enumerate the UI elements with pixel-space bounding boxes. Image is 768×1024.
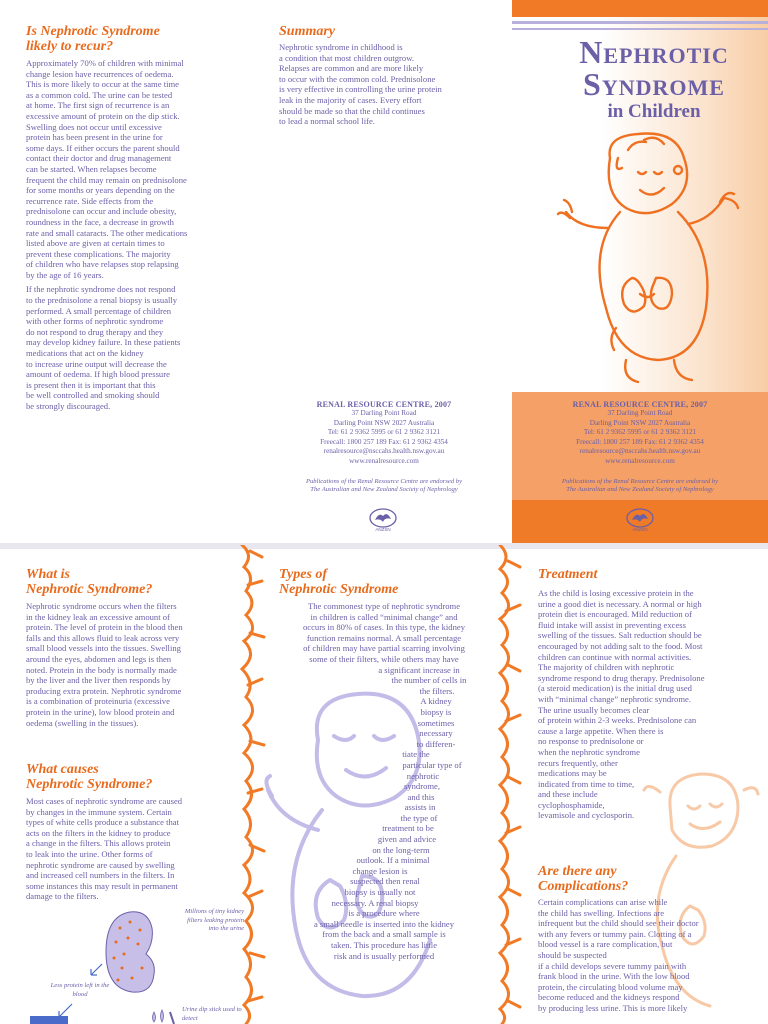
contact-block-middle [256,400,512,495]
recur-line: medications that act on the kidney [26,348,144,359]
complications-line: if a child develops severe tummy pain with [538,960,687,971]
types-line: a significant increase in [378,664,460,675]
types-line: necessary. A renal biopsy [331,897,419,908]
recur-heading-line2: likely to recur? [26,39,114,54]
recur-line: performed. A small percentage of children [26,305,172,316]
recur-line: prevent these complications. The majority [26,248,171,259]
complications-body [538,897,760,1014]
cover-title-line1: Nephrotic [579,34,729,70]
complications-line: Certain complications can arise while [538,897,668,907]
recur-line: amount of oedema. If high blood pressure [26,369,170,380]
types-line: the number of cells in [391,675,467,686]
recur-line: may develop kidney failure. In these patients [26,337,181,348]
causes-heading-line2: Nephrotic Syndrome? [26,777,153,792]
cover-contact-org: RENAL RESOURCE CENTRE, 2007 [572,400,708,409]
complications-line: blood vessel is a rare complication, but [538,939,673,950]
types-body [279,601,489,961]
treatment-line: recurs frequently, other [538,757,618,768]
caption-blood: Less protein left in the blood [50,982,110,998]
what-line: noted. Protein in the body is normally made [26,664,177,675]
complications-line: become reduced and the kidneys respond [538,992,680,1003]
complications-heading-line2: Complications? [538,879,629,894]
arrow-icon [88,962,104,978]
treatment-heading: Treatment [538,567,598,582]
recur-line: can be started. When relapses become [26,163,157,174]
causes-line: damage to the filters. [26,891,99,902]
recur-line: change lesion have recurrences of oedema. [26,68,174,79]
cover-endorse-line2: The Australian and New Zealand Society of Nephrology [566,486,714,494]
complications-line: frank blood in the urine. With the low blood [538,971,690,982]
what-line: protein in the urine), low blood protein and [26,706,175,717]
treatment-line: cause a large appetite. When there is [538,725,664,736]
treatment-line: The majority of children with nephrotic [538,662,675,673]
cover-title-line2: Syndrome [583,66,725,102]
what-heading-line2: Nephrotic Syndrome? [26,582,153,597]
cover-contact-line: renalresource@nsccahs.health.nsw.gov.au [579,447,701,456]
types-line: to differen- [416,738,456,749]
recur-line: protein has been present in the urine for [26,132,163,143]
what-body [26,601,252,728]
types-line: treatment to be [382,823,434,834]
recur-line: be strongly discouraged. [26,401,111,411]
page-divider [0,543,768,549]
summary-line: to lead a normal school life. [279,116,375,127]
complications-line: protein, the circulating blood volume may [538,981,683,992]
treatment-line: As the child is losing excessive protein in the [538,588,694,598]
types-line: biopsy is [420,706,452,717]
contact-line: Darling Point NSW 2027 Australia [333,418,435,427]
types-line: of children may have partial scarring involving [303,643,465,654]
types-line: The commonest type of nephrotic syndrome [307,601,461,611]
recur-line: to the prednisolone a renal biopsy is usually [26,295,178,306]
types-line: in children is called “minimal change” and [310,611,458,622]
types-line: necessary [419,728,453,739]
types-line: A kidney [420,696,452,707]
recur-line: excessive amount of protein on the dip stick. [26,110,180,121]
summary-body [279,42,504,127]
recur-line: rate and small cataracts. The other medications [26,227,188,238]
types-line: is a procedure where [348,908,420,919]
types-line: risk and is usually performed [333,950,435,961]
types-line: biopsy is usually not [344,887,416,898]
what-line: small blood vessels into the tissues. Swelling [26,643,181,654]
treatment-line: swelling of the tissues. Salt reduction should be [538,630,702,641]
anzsn-logo-middle [367,508,399,532]
anzsn-logo-cover [624,508,656,532]
contact-org: RENAL RESOURCE CENTRE, 2007 [316,400,452,409]
treatment-line: and these include [538,789,598,800]
causes-line: nephrotic syndrome are caused by swelling [26,859,175,870]
endorse-line1: Publications of the Renal Resource Centre are endorsed by [305,477,462,485]
causes-line: some instances this may result in permanent [26,880,178,891]
causes-line: by changes in the immune system. Certain [26,806,172,817]
types-line: taken. This procedure has little [330,940,438,950]
svg-text:ANZSN: ANZSN [632,527,648,532]
recur-line: Swelling does not occur until excessive [26,121,162,132]
causes-heading-line1: What causes [26,762,99,777]
recur-line: of children who have relapses stop relapsing [26,259,179,270]
summary-line: should be made so that the child continues [279,105,425,116]
cover-contact-lines [512,409,768,467]
summary-line: Relapses are common and are more likely [279,63,424,74]
svg-text:ANZSN: ANZSN [375,527,391,532]
types-line: sometimes [417,717,455,728]
types-line: syndrome, [403,781,441,792]
child-illustration-icon [548,128,748,390]
cover-contact-line: Freecall: 1800 257 189 Fax: 61 2 9362 4354 [576,437,704,446]
recur-body [26,58,258,412]
recur-line: frequent the child may remain on prednisolone [26,174,187,185]
complications-line: should be suspected [538,949,607,960]
what-heading [26,567,152,597]
complications-heading [538,864,628,894]
summary-line: is very effective in controlling the urine protein [279,84,442,95]
what-line: by the liver and the liver then responds by [26,675,171,686]
what-line: Nephrotic syndrome occurs when the filters [26,601,177,611]
types-line: and this [407,791,435,802]
causes-heading [26,762,152,792]
types-line: the type of [400,812,438,823]
treatment-line: levamisole and cyclosporin. [538,810,635,821]
complications-line: the child has swelling. Infections are [538,907,665,918]
complications-line: with any fevers or tummy pain. Clotting of a [538,928,692,939]
contact-line: Tel: 61 2 9362 5995 or 61 2 9362 3121 [327,428,441,437]
types-heading-line1: Types of [279,567,328,582]
cover-rule-1 [512,21,768,24]
contact-line: 37 Darling Point Road [351,409,417,417]
types-line: nephrotic [406,770,440,781]
cover-contact-line: 37 Darling Point Road [607,409,673,417]
treatment-line: children can continue with normal activities. [538,651,692,662]
what-line: protein. The level of protein in the blood then [26,622,183,633]
treatment-line: no response to prednisolone or [538,736,644,747]
recur-line: recurrence rate. Side effects from the [26,195,154,206]
treatment-body [538,588,758,821]
recur-line: some days. If either occurs the parent should [26,142,180,153]
summary-line: to occur with the common cold. Prednisolone [279,73,436,84]
contact-line: www.renalresource.com [349,456,419,465]
recur-heading-line1: Is Nephrotic Syndrome [26,24,160,39]
kidney-icon [100,908,178,996]
cover-subtitle: in Children [607,101,701,122]
types-line: on the long-term [372,844,430,855]
cover-title [540,36,768,100]
caption-filters: Millions of tiny kidney filters leaking protein into the urine [184,908,244,932]
recur-line: prednisolone can occur and include obesity, [26,206,177,217]
treatment-line: fluid intake will assist in preventing excess [538,619,686,630]
cover-rule-2 [512,28,768,30]
cover-endorse-line1: Publications of the Renal Resource Centre are endorsed by [561,477,718,485]
what-line: in the kidney leak an excessive amount of [26,611,170,622]
causes-line: and increased cell numbers in the filters. In [26,870,175,881]
treatment-line: indicated from time to time, [538,778,635,789]
causes-line: a change in the filters. This allows protein [26,838,171,849]
types-line: the filters. [419,685,455,696]
caption-dipstick: Urine dip stick used to detect [182,1006,242,1022]
types-line: assists in [404,802,436,813]
treatment-line: urine a good diet is necessary. A normal or high [538,598,702,609]
recur-line: If the nephrotic syndrome does not respond [26,284,176,295]
recur-line: with other forms of nephrotic syndrome [26,316,164,327]
recur-heading [26,24,256,54]
summary-line: Nephrotic syndrome in childhood is [279,42,403,52]
recur-line: listed above are given at certain times to [26,238,165,249]
causes-line: acts on the filters in the kidney to produce [26,827,171,838]
blood-bar [30,1016,68,1024]
recur-line: by the age of 16 years. [26,269,104,280]
treatment-line: when the nephrotic syndrome [538,746,640,757]
recur-line: be well controlled and smoking should [26,390,160,401]
endorse-line2: The Australian and New Zealand Society of Nephrology [310,486,458,494]
causes-line: to leak into the urine. Other forms of [26,848,153,859]
cover-contact-line: Darling Point NSW 2027 Australia [589,418,691,427]
types-line: from the back and a small sample is [322,929,446,940]
treatment-line: cyclophosphamide, [538,799,605,810]
cover-contact-line: Tel: 61 2 9362 5995 or 61 2 9362 3121 [583,428,697,437]
types-heading [279,567,398,597]
types-line: occurs in 80% of cases. In this type, the kidney [302,622,466,633]
summary-heading: Summary [279,24,336,39]
contact-lines [256,409,512,467]
types-line: suspected then renal [350,876,420,887]
treatment-line: medications may be [538,768,607,779]
contact-block-cover [512,400,768,495]
treatment-line: of protein within 2-3 weeks. Prednisolone can [538,715,697,726]
types-line: particular type of [402,759,462,770]
recur-line: to increase urine output will decrease the [26,358,167,369]
what-line: around the eyes, abdomen and legs is then [26,653,172,664]
types-line: a small needle is inserted into the kidney [313,918,455,929]
types-line: change lesion is [352,865,408,876]
recur-line: Approximately 70% of children with minimal [26,58,184,68]
what-line: producing extra protein. Nephrotic syndrome [26,685,182,696]
causes-line: types of white cells produce a substance that [26,817,179,828]
types-line: given and advice [377,834,437,845]
complications-heading-line1: Are there any [538,864,617,879]
contact-line: Freecall: 1800 257 189 Fax: 61 2 9362 4354 [320,437,448,446]
what-line: is a combination of proteinuria (excessive [26,696,170,707]
types-heading-line2: Nephrotic Syndrome [279,582,399,597]
recur-line: at home. The first sign of recurrence is an [26,100,170,111]
types-line: outlook. If a minimal [356,855,430,866]
treatment-line: protein diet is encouraged. Mild reduction of [538,609,692,620]
recur-line: roundness in the face, a decrease in growth [26,216,174,227]
treatment-line: The urine usually becomes clear [538,704,650,715]
dipstick-icon [150,1004,176,1024]
cover-top-band [512,0,768,17]
treatment-line: encouraged by not adding salt to the food. Most [538,640,703,651]
recur-line: for some months or years depending on the [26,185,175,196]
what-line: falls and this allows fluid to leak across very [26,632,180,643]
causes-body [26,796,252,902]
recur-line: This is more likely to occur at the same time [26,79,179,90]
summary-line: a condition that most children outgrow. [279,52,415,63]
what-line: oedema (swelling in the tissues). [26,717,139,728]
causes-line: Most cases of nephrotic syndrome are caused [26,796,183,806]
summary-line: leak in the majority of cases. Every effort [279,94,422,105]
types-line: some of their filters, while others may have [309,653,459,664]
recur-line: as a common cold. The urine can be tested [26,89,173,100]
recur-line: contact their doctor and drug management [26,153,172,164]
recur-line: do not respond to drug therapy and they [26,326,164,337]
treatment-line: syndrome respond to drug therapy. Prednisolone [538,672,705,683]
what-heading-line1: What is [26,567,70,582]
treatment-line: with “minimal change” nephrotic syndrome. [538,693,691,704]
complications-line: by producing less urine. This is more likely [538,1002,688,1013]
types-line: function remains normal. A small percentage [306,632,462,643]
contact-line: renalresource@nsccahs.health.nsw.gov.au [323,447,445,456]
complications-line: infrequent but the child should see their doctor [538,918,699,929]
types-line: tiate the [402,749,430,760]
cover-contact-line: www.renalresource.com [605,456,675,465]
recur-line: is present then it is important that this [26,379,156,390]
treatment-line: (a steroid medication) is the initial drug used [538,683,692,694]
